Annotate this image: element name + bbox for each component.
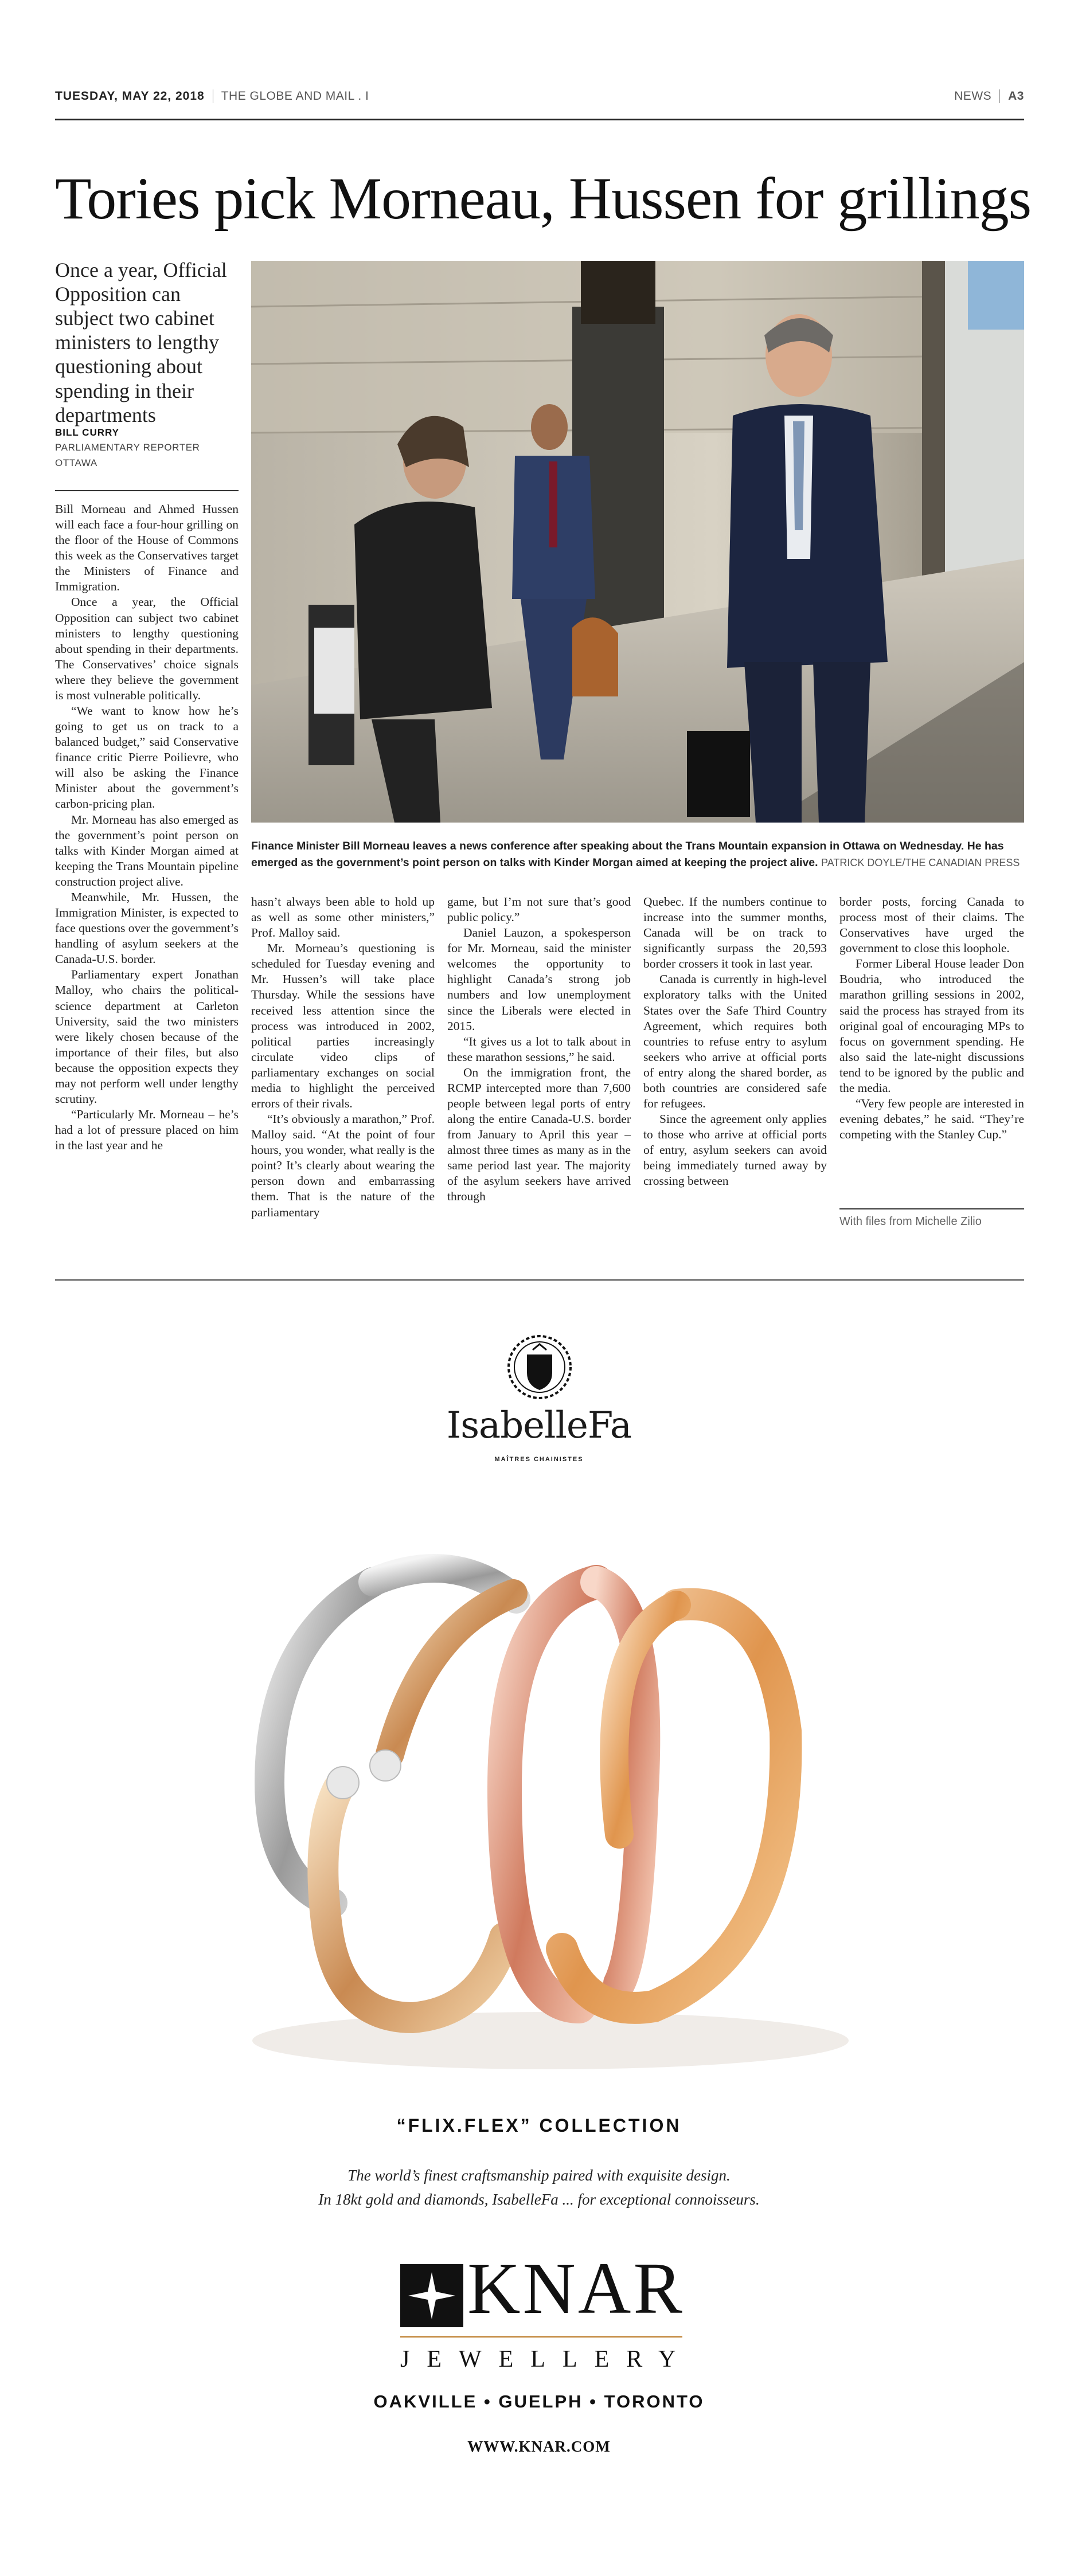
photo-credit: PATRICK DOYLE/THE CANADIAN PRESS — [821, 856, 1020, 868]
article-column-3 — [447, 894, 631, 1205]
paragraph: game, but I’m not sure that’s good public policy.” — [447, 895, 631, 925]
isabellefa-subtitle: MAÎTRES CHAINISTES — [494, 1456, 584, 1463]
masthead-left — [55, 89, 369, 103]
bracelets-image — [183, 1513, 917, 2086]
paragraph: Meanwhile, Mr. Hussen, the Immigration Minister, is expected to face questions over the government’s handling of asylum seekers at the Canada-U.S. border. — [55, 890, 239, 966]
article-deck: Once a year, Official Opposition can subject two cabinet ministers to lengthy questioning about spending in their departments — [55, 259, 227, 426]
paper-name-suffix: . I — [358, 89, 369, 103]
knar-gold-rule — [400, 2336, 682, 2338]
paragraph: “Very few people are interested in evening debates,” he said. “They’re competing with the Stanley Cup.” — [839, 1097, 1024, 1142]
tagline-line-2: In 18kt gold and diamonds, IsabelleFa ... for exceptional connoisseurs. — [318, 2190, 760, 2208]
paragraph: border posts, forcing Canada to process most of their claims. The Conservatives have urged the government to close this loophole. — [839, 895, 1024, 956]
bracelets-illustration — [183, 1513, 917, 2086]
article-column-1 — [55, 502, 239, 1153]
tagline-line-1: The world’s finest craftsmanship paired with exquisite design. — [347, 2167, 731, 2184]
byline-location: OTTAWA — [55, 457, 97, 468]
ad-separator-rule — [55, 1279, 1024, 1281]
paragraph: Bill Morneau and Ahmed Hussen will each face a four-hour grilling on the floor of the House of Commons this week as the Conservatives target the Ministers of Finance and Immigration. — [55, 502, 239, 594]
issue-date: TUESDAY, MAY 22, 2018 — [55, 89, 205, 103]
article-column-4 — [643, 894, 827, 1189]
article-photo — [251, 261, 1024, 823]
isabellefa-wordmark: IsabelleFa — [446, 1404, 632, 1447]
section-name: NEWS — [954, 89, 992, 103]
paragraph: Canada is currently in high-level exploratory talks with the United States over the Safe Third Country Agreement, which requires both countries to refuse entry to asylum seekers who arrive at official ports of entry along the shared border, as both countries are considered safe for refugees. — [643, 972, 827, 1111]
article-end-rule — [839, 1208, 1024, 1209]
page-number: A3 — [1008, 89, 1024, 103]
paragraph: Since the agreement only applies to those who arrive at official ports of entry, asylum seekers can avoid being immediately turned away by crossing between — [643, 1112, 827, 1188]
masthead-right — [954, 89, 1024, 103]
paragraph: On the immigration front, the RCMP intercepted more than 7,600 people between legal ports of entry along the entire Canada-U.S. border from January to April this year – almost three times as many as in the same period last year. The majority of the asylum seekers have arrived through — [447, 1065, 631, 1204]
paragraph: Mr. Morneau’s questioning is scheduled for Tuesday evening and Mr. Hussen’s will take place Thursday. While the sessions have received less attention since the process was introduced in 2002, political parties increasingly circulate video clips of parliamentary exchanges on social media to highlight the perceived errors of their rivals. — [251, 941, 435, 1111]
paragraph: “It’s obviously a marathon,” Prof. Malloy said. “At the point of four hours, you wonder, what really is the point? It’s clearly about wearing the person down and embarrassing them. That is the nature of the parliamentary — [251, 1112, 435, 1219]
paragraph: “Particularly Mr. Morneau – he’s had a lot of pressure placed on him in the last year and he — [55, 1107, 239, 1153]
brand-crest-icon — [505, 1333, 574, 1404]
knar-wordmark: KNAR — [467, 2248, 685, 2329]
byline-rule — [55, 490, 239, 491]
byline-name: BILL CURRY — [55, 427, 119, 438]
paragraph: Former Liberal House leader Don Boudria, who introduced the marathon grilling sessions in 2002, said the process has strayed from its original goal of encouraging MPs to focus on government spending. He also said the late-night discussions tend to be ignored by the public and the media. — [839, 957, 1024, 1095]
byline-title: PARLIAMENTARY REPORTER — [55, 442, 200, 453]
collection-title: “FLIX.FLEX” COLLECTION — [396, 2115, 682, 2136]
paragraph: Mr. Morneau has also emerged as the government’s point person on talks with Kinder Morgan aimed at keeping the Trans Mountain pipeline construction project alive. — [55, 812, 239, 888]
paragraph: Once a year, the Official Opposition can subject two cabinet ministers to lengthy questioning about spending in their departments. The Conservatives’ choice signals where they believe the government is most vulnerable politically. — [55, 595, 239, 702]
knar-logo-icon — [400, 2264, 463, 2327]
paper-name: THE GLOBE AND MAIL — [221, 89, 354, 103]
files-note: With files from Michelle Zilio — [839, 1215, 982, 1228]
masthead-divider — [999, 89, 1000, 103]
article-headline: Tories pick Morneau, Hussen for grillings — [55, 166, 1032, 232]
paragraph: Daniel Lauzon, a spokesperson for Mr. Morneau, said the minister welcomes the opportunity to highlight Canada’s strong job numbers and low unemployment since the Liberals were elected in 2015. — [447, 926, 631, 1033]
article-column-2 — [251, 894, 435, 1220]
paragraph: Quebec. If the numbers continue to increase into the summer months, Canada will be on track to significantly surpass the 20,593 border crossers it took in last year. — [643, 895, 827, 971]
knar-subtitle: JEWELLERY — [400, 2346, 693, 2373]
article-column-5 — [839, 894, 1024, 1142]
masthead-rule — [55, 119, 1024, 120]
page-masthead — [55, 86, 1024, 120]
paragraph: hasn’t always been able to hold up as well as some other ministers,” Prof. Malloy said. — [251, 895, 435, 940]
paragraph: “It gives us a lot to talk about in these marathon sessions,” he said. — [447, 1034, 631, 1064]
ad-tagline — [252, 2164, 826, 2212]
store-locations: OAKVILLE • GUELPH • TORONTO — [373, 2391, 705, 2411]
knar-website-link[interactable]: WWW.KNAR.COM — [467, 2438, 611, 2455]
photo-caption — [251, 838, 1024, 871]
byline — [55, 425, 244, 471]
paragraph: “We want to know how he’s going to get us on track to a balanced budget,” said Conservative finance critic Pierre Poilievre, who will also be asking the Finance Minister about the government’s carbon-pricing plan. — [55, 704, 239, 811]
paragraph: Parliamentary expert Jonathan Malloy, who chairs the political-science department at Carleton University, said the two ministers were likely chosen because of the importance of their files, but also because the opposition expects they may not perform well under lengthy scrutiny. — [55, 968, 239, 1106]
caption-text: Finance Minister Bill Morneau leaves a news conference after speaking about the Trans Mountain expansion in Ottawa on Wednesday. He has emerged as the government’s point person on talks with Kinder Morgan aimed at keeping the project alive. — [251, 840, 1004, 869]
photo-illustration — [251, 261, 1024, 823]
